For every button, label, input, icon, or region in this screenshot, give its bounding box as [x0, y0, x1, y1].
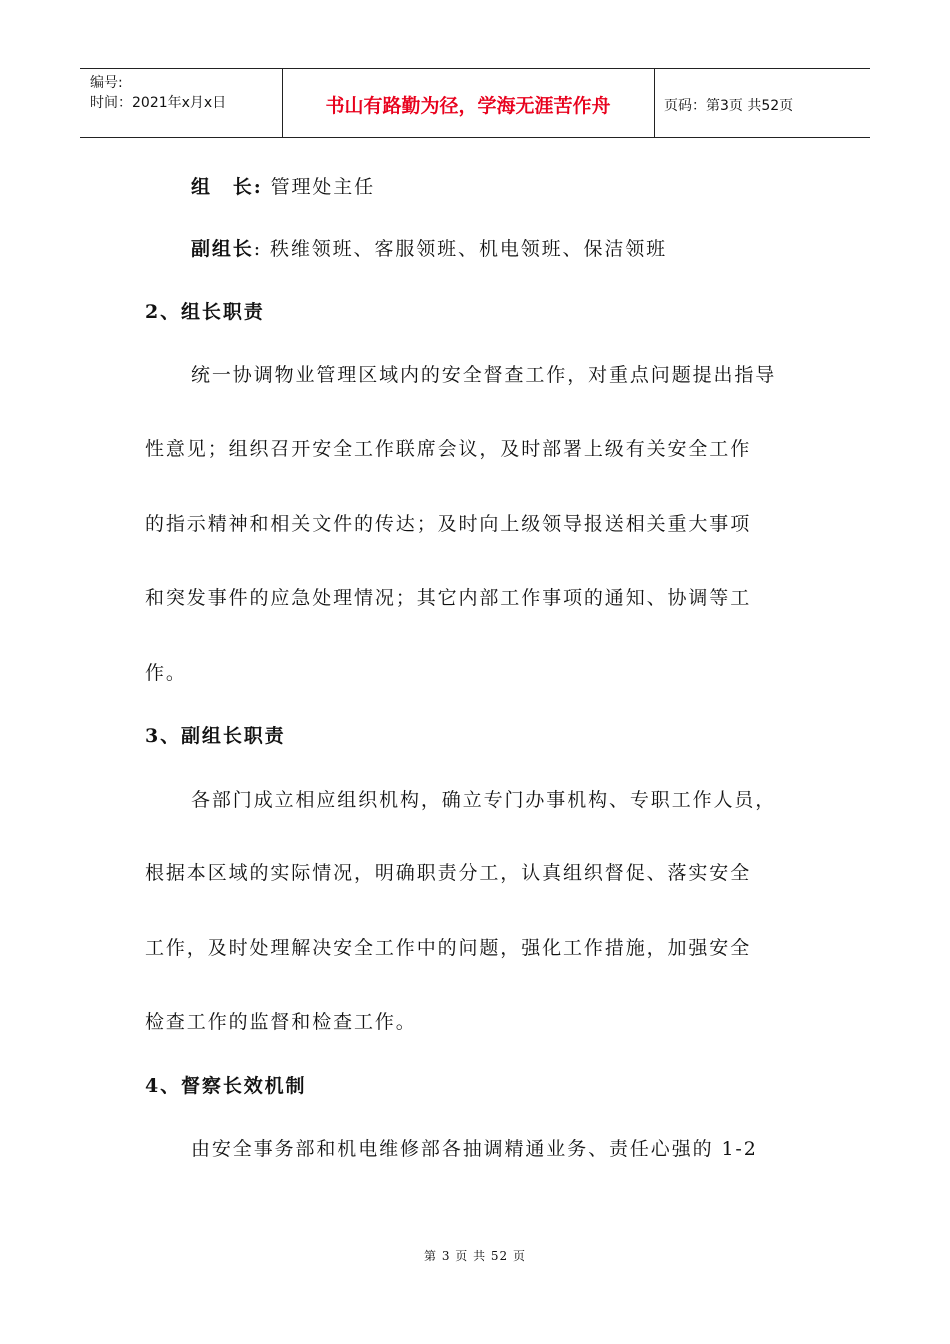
page-header [80, 68, 870, 138]
paragraph-line: 由安全事务部和机电维修部各抽调精通业务、责任心强的 1-2 [191, 1138, 758, 1160]
leader-value: 管理处主任 [262, 176, 376, 198]
paragraph-line: 作。 [145, 662, 187, 684]
paragraph-line: 的指示精神和相关文件的传达；及时向上级领导报送相关重大事项 [145, 513, 752, 535]
header-meta-cell [80, 69, 283, 137]
serial-label: 编号: [90, 75, 123, 91]
header-page-info: 页码：第3页 共52页 [664, 98, 794, 114]
leader-line [191, 172, 375, 199]
paragraph-line: 性意见；组织召开安全工作联席会议，及时部署上级有关安全工作 [145, 438, 752, 460]
motto: 书山有路勤为径，学海无涯苦作舟 [325, 95, 611, 117]
paragraph-line: 检查工作的监督和检查工作。 [145, 1011, 417, 1033]
page-footer: 第 3 页 共 52 页 [424, 1249, 526, 1263]
deputy-line [191, 234, 667, 261]
paragraph-line: 统一协调物业管理区域内的安全督查工作，对重点问题提出指导 [191, 364, 777, 386]
section-heading: 2、组长职责 [145, 301, 265, 323]
paragraph-line: 工作，及时处理解决安全工作中的问题，强化工作措施，加强安全 [145, 937, 752, 959]
deputy-value: : 秩维领班、客服领班、机电领班、保洁领班 [253, 238, 668, 260]
section-heading: 3、副组长职责 [145, 725, 286, 747]
header-page-cell [654, 69, 870, 137]
leader-label: 组 长: [191, 176, 263, 198]
paragraph-line: 和突发事件的应急处理情况；其它内部工作事项的通知、协调等工 [145, 587, 752, 609]
paragraph-line: 根据本区域的实际情况，明确职责分工，认真组织督促、落实安全 [145, 862, 752, 884]
date-line: 时间：2021年x月x日 [90, 95, 227, 111]
paragraph-line: 各部门成立相应组织机构，确立专门办事机构、专职工作人员， [191, 789, 777, 811]
header-motto-cell [282, 69, 655, 137]
deputy-label: 副组长 [191, 238, 254, 260]
section-heading: 4、督察长效机制 [145, 1075, 307, 1097]
